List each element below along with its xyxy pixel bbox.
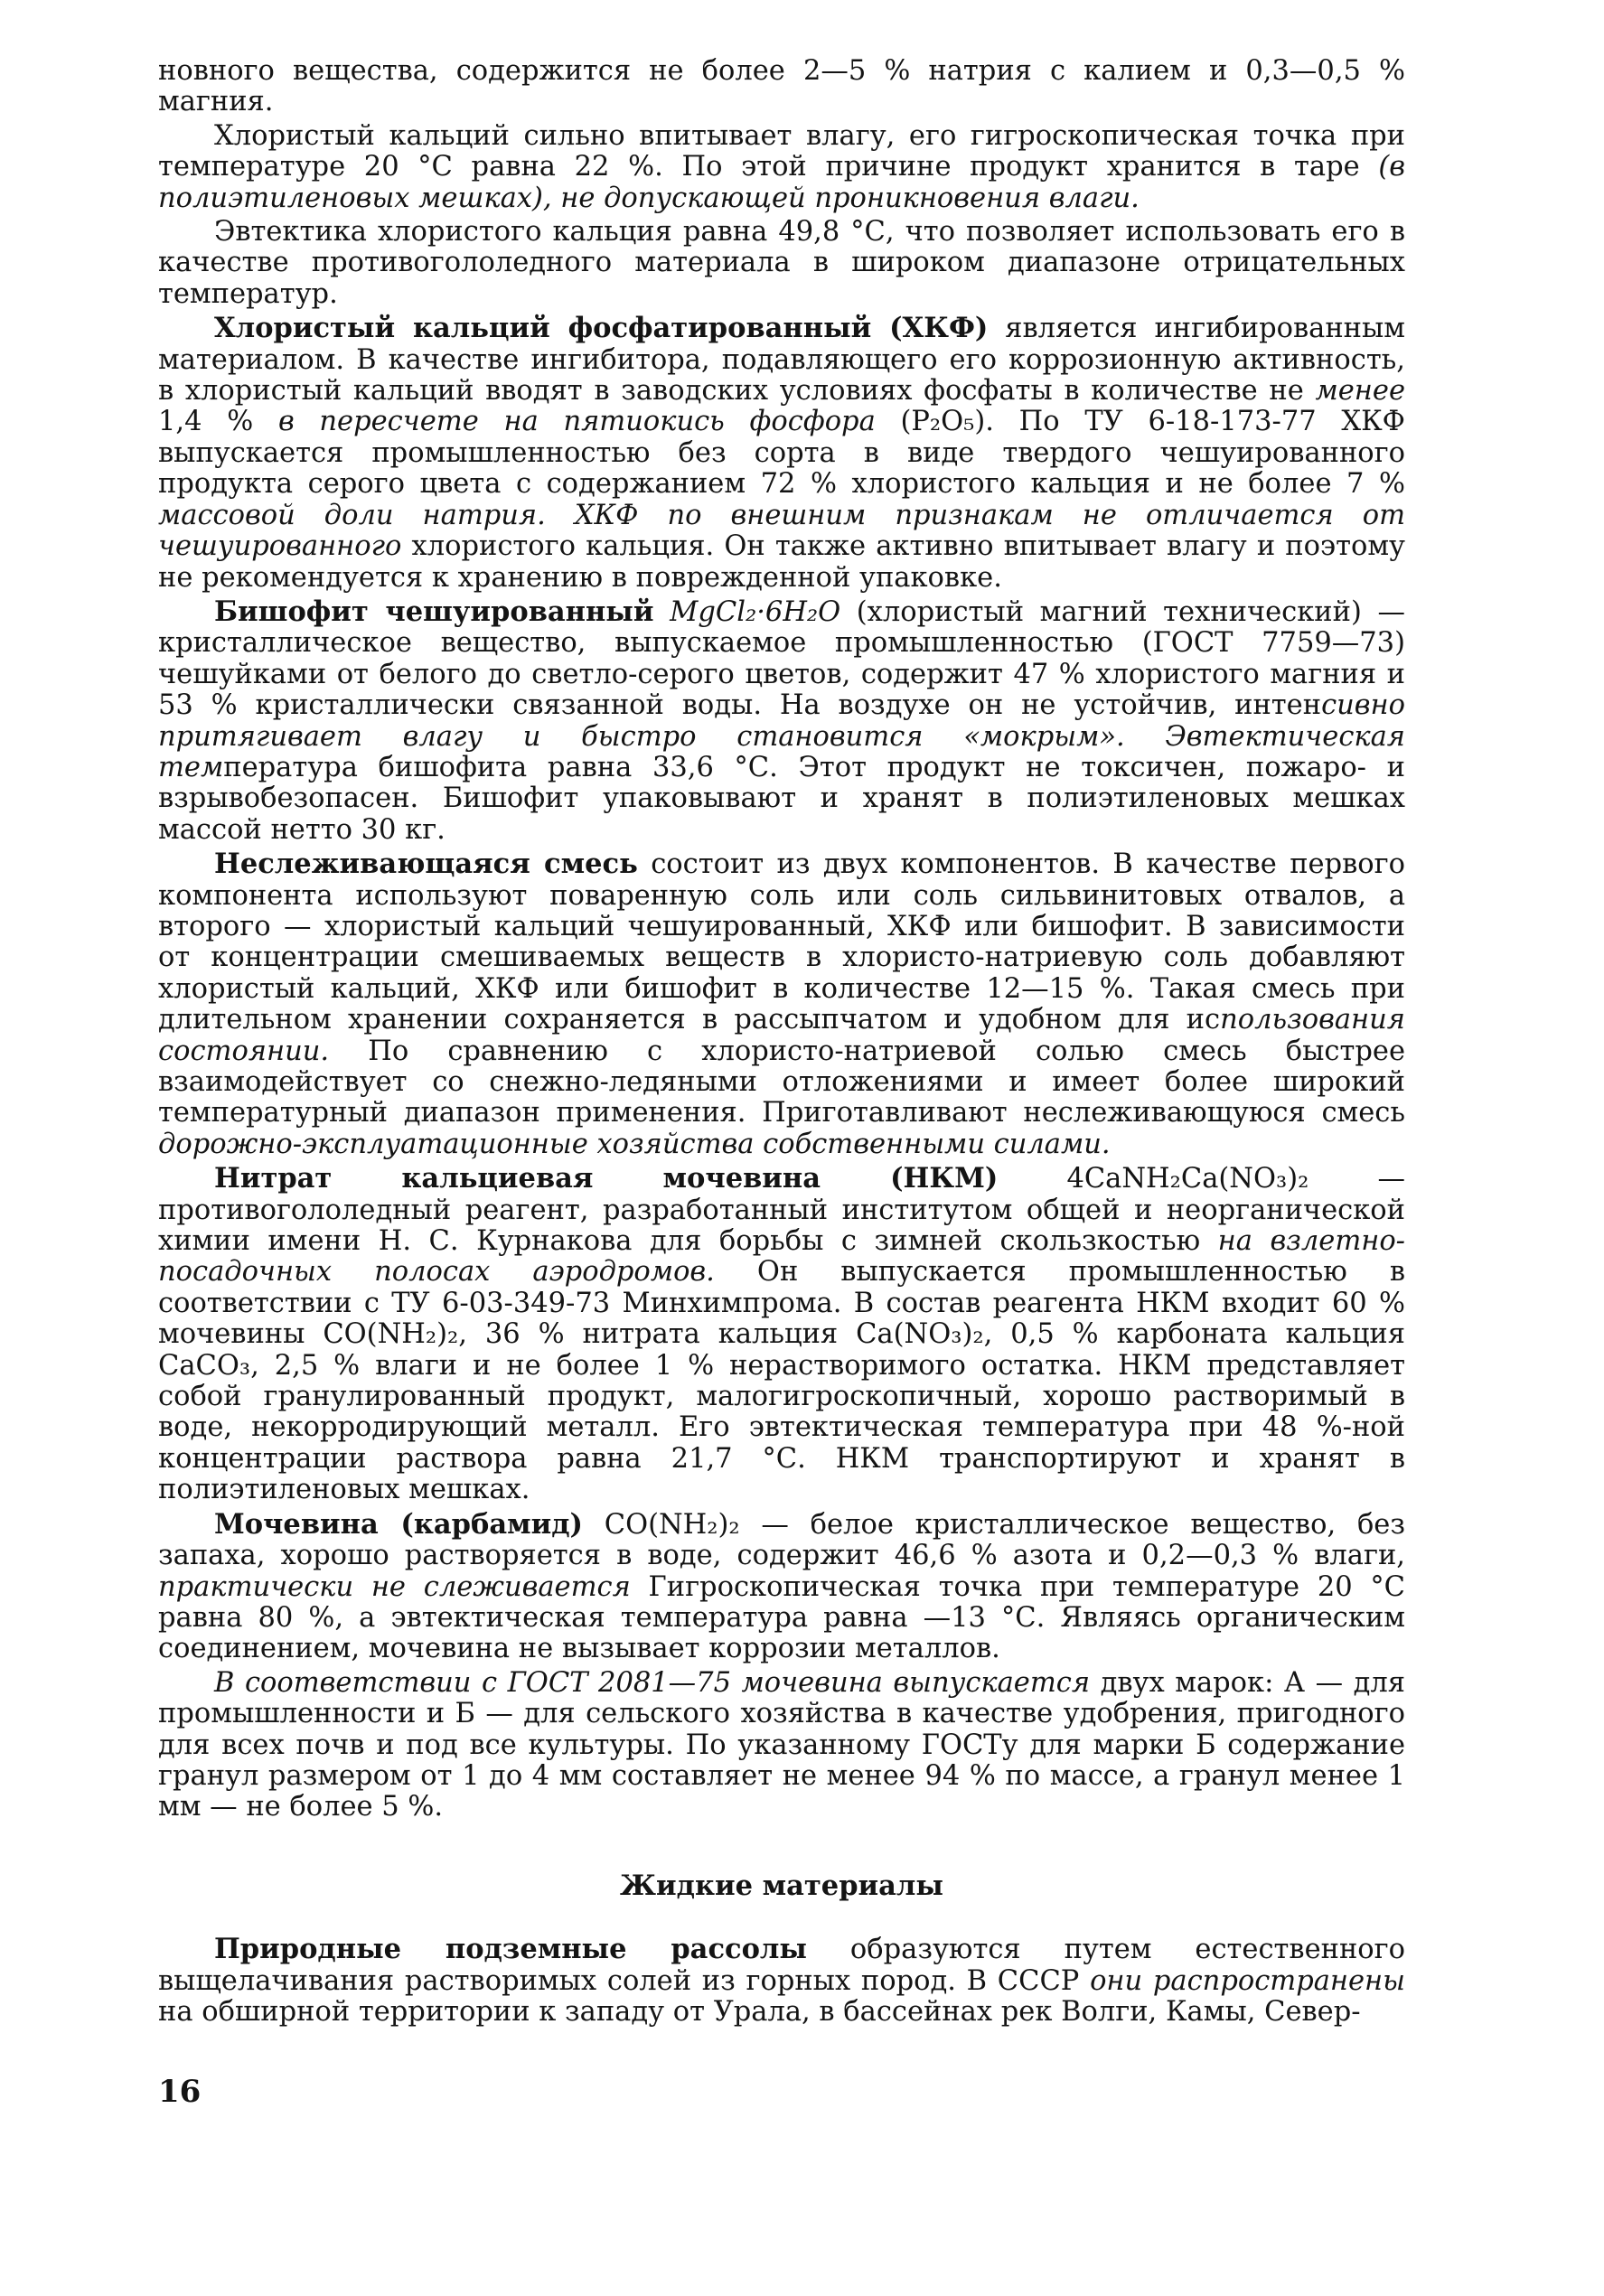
paragraph-eutectic (158, 217, 1405, 310)
text-run: на обширной территории к западу от Урала, в бассейнах рек Волги, Камы, Север- (158, 1995, 1361, 2028)
term-heading: Неслеживающаяся смесь (214, 848, 638, 881)
formula: MgCl₂·6H₂O (653, 595, 841, 628)
page-number: 16 (158, 2074, 202, 2110)
text-run: По сравнению с хлористо-натриевой солью смесь быстрее взаимодействует со снежно-ледяными отложениями и имеет более широкий температурный диапазон применения. Приготавливают неслеживающуюся смесь (158, 1035, 1405, 1129)
text-run: двух марок: А — для промышленности и Б — для сельского хозяйства в качестве удобрения, пригодного для всех почв и под все культуры. По указанному ГОСТу для марки Б содержание гранул размером от 1 до 4 мм составляет не менее 94 % по массе, а гранул менее 1 мм — не более 5 %. (158, 1666, 1406, 1823)
italic-run: пользования состоянии. (158, 1004, 1405, 1067)
paragraph-urea (158, 1509, 1405, 1665)
italic-run: практически не слеживается (158, 1570, 631, 1603)
text-run: (хлористый магний технический) — кристаллическое вещество, выпускаемое промышленностью (ГОСТ 7759—73) чешуйками от белого до светло-серого цветов, содержит 47 % хлористого магния и 53 % кристаллически связанной воды. На воздухе он не устойчив, интен (158, 595, 1405, 722)
text-run: Хлористый кальций сильно впитывает влагу, его гигроскопическая точка при температуре 20 °С равна 22 %. По этой причине продукт хранится в таре (158, 119, 1405, 183)
text-run: хлористого кальция. Он также активно впитывает влагу и поэтому не рекомендуется к хранению в поврежденной упаковке. (158, 530, 1405, 594)
term-heading: Нитрат кальциевая мочевина (НКМ) (214, 1162, 999, 1195)
italic-run: дорожно-эксплуатационные хозяйства собственными силами. (158, 1128, 1111, 1160)
text-run: Эвтектика хлористого кальция равна 49,8 °С, что позволяет использовать его в качестве противогололедного материала в широком диапазоне отрицательных температур. (158, 216, 1405, 310)
italic-run: в пересчете на пятиокись фосфора (277, 406, 876, 438)
term-heading: Мочевина (карбамид) (214, 1507, 583, 1541)
text-run: (P₂O₅). По ТУ 6-18-173-77 ХКФ выпускается промышленностью без сорта в виде твердого чешуированного продукта серого цвета с содержанием 72 % хлористого кальция и не более 7 % (158, 406, 1405, 501)
italic-run: на взлетно-посадочных полосах аэродромов. (158, 1225, 1405, 1289)
text-run: состоит из двух компонентов. В качестве первого компонента используют поваренную соль или соль сильвинитовых отвалов, а второго — хлористый кальций чешуированный, ХКФ или бишофит. В зависимости от концентрации смешиваемых веществ в хлористо-натриевую соль добавляют хлористый кальций, ХКФ или бишофит в количестве 12—15 %. Такая смесь при длительном хранении сохраняется в рассыпчатом и удобном для ис (158, 848, 1405, 1036)
paragraph-bischofite (158, 596, 1405, 846)
italic-run: менее (1315, 375, 1405, 408)
section-heading: Жидкие материалы (620, 1869, 943, 1902)
text-run: Гигроскопическая точка при температуре 20 °С равна 80 %, а эвтектическая температура равна —13 °С. Являясь органическим соединением, мочевина не вызывает коррозии металлов. (158, 1570, 1406, 1665)
italic-run: В соответствии с ГОСТ 2081—75 мочевина выпускается (214, 1666, 1091, 1699)
text-run: образуются путем естественного выщелачивания растворимых солей из горных пород. В СССР (158, 1934, 1405, 1997)
paragraph-non-caking-mixture (158, 848, 1405, 1160)
paragraph-urea-gost (158, 1668, 1405, 1823)
italic-run: массовой доли натрия. ХКФ по внешним признакам не отличается от чешуированного (158, 499, 1405, 563)
italic-run: (в полиэтиленовых мешках), не допускающей проникновения влаги. (158, 151, 1405, 214)
text-run: Он выпускается промышленностью в соответствии с ТУ 6-03-349-73 Минхимпрома. В состав реагента НКМ входит 60 % мочевины CO(NH₂)₂, 36 % нитрата кальция Ca(NO₃)₂, 0,5 % карбоната кальция CaCO₃, 2,5 % влаги и не более 1 % нерастворимого остатка. НКМ представляет собой гранулированный продукт, малогигроскопичный, хорошо растворимый в воде, некорродирующий металл. Его эвтектическая температура при 48 %-ной концентрации раствора равна 21,7 °С. НКМ транспортируют и хранят в полиэтиленовых мешках. (158, 1256, 1405, 1506)
text-run: новного вещества, содержится не более 2—5 % натрия с калием и 0,3—0,5 % магния. (158, 55, 1405, 118)
paragraph-nkm (158, 1163, 1405, 1505)
text-run: 4CaNH₂Ca(NO₃)₂ — противогололедный реагент, разработанный институтом общей и неорганической химии имени Н. С. Курнакова для борьбы с зимней скользкостью (158, 1163, 1406, 1258)
paragraph-hkf (158, 313, 1405, 594)
text-run: пература бишофита равна 33,6 °С. Этот продукт не токсичен, пожаро- и взрывобезопасен. Бишофит упаковывают и хранят в полиэтиленовых мешках массой нетто 30 кг. (158, 751, 1405, 846)
paragraph-continuation (158, 56, 1405, 118)
page-body (158, 56, 1405, 2028)
paragraph-calcium-chloride-hygroscopy (158, 121, 1405, 214)
term-heading: Бишофит чешуированный (214, 595, 654, 628)
italic-run: они распространены (1090, 1964, 1405, 1997)
term-heading: Хлористый кальций фосфатированный (ХКФ) (214, 312, 989, 345)
italic-run: сивно притягивает влагу и быстро становится «мокрым». Эвтектическая тем (158, 689, 1405, 783)
text-run: является ингибированным материалом. В качестве ингибитора, подавляющего его коррозионную активность, в хлористый кальций вводят в заводских условиях фосфаты в количестве не (158, 313, 1406, 408)
text-run: 1,4 % (158, 406, 278, 438)
term-heading: Природные подземные рассолы (214, 1933, 808, 1966)
text-run: CO(NH₂)₂ — белое кристаллическое вещество, без запаха, хорошо растворяется в воде, содержит 46,6 % азота и 0,2—0,3 % влаги, (158, 1508, 1405, 1572)
paragraph-natural-brines (158, 1934, 1405, 2028)
